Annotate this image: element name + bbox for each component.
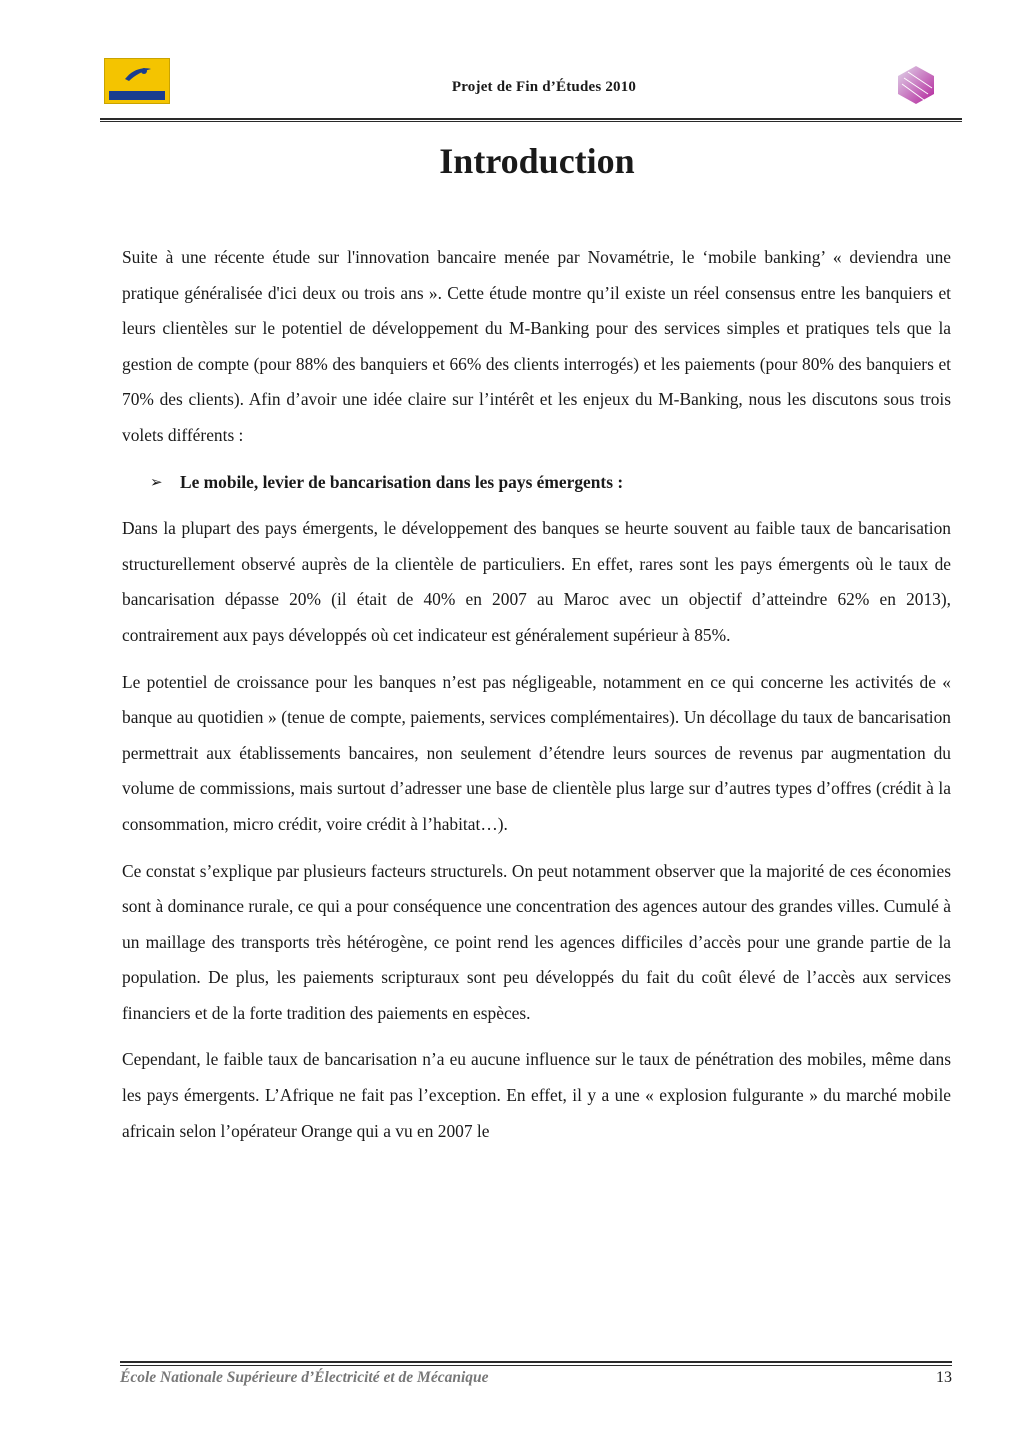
paragraph-2: Dans la plupart des pays émergents, le développement des banques se heurte souvent au faible taux de bancarisation structurellement observé auprès de la clientèle de particuliers. En effet, rares sont les pays émergents où le taux de bancarisation dépasse 20% (il était de 40% en 2007 au Maroc avec un objectif d’atteindre 62% en 2013), contrairement aux pays développés où cet indicateur est généralement supérieur à 85%. xyxy=(122,518,951,645)
footer-school-name: École Nationale Supérieure d’Électricité et de Mécanique xyxy=(120,1369,489,1386)
footer-rule xyxy=(120,1361,952,1363)
page-header xyxy=(104,58,962,120)
page-title: Introduction xyxy=(439,141,635,181)
bullet-heading xyxy=(122,465,951,501)
paragraph-5: Cependant, le faible taux de bancarisation n’a eu aucune influence sur le taux de pénétration des mobiles, même dans les pays émergents. L’Afrique ne fait pas l’exception. En effet, il y a une « explosion fulgurante » du marché mobile africain selon l’opérateur Orange qui a vu en 2007 le xyxy=(122,1049,951,1141)
footer-rule-thin xyxy=(120,1365,952,1366)
page-number: 13 xyxy=(936,1369,952,1386)
paragraph-4: Ce constat s’explique par plusieurs facteurs structurels. On peut notamment observer que la majorité de ces économies sont à dominance rurale, ce qui a pour conséquence une concentration des agences autour des grandes villes. Cumulé à un maillage des transports très hétérogène, ce point rend les agences difficiles d’accès pour une grande partie de la population. De plus, les paiements scripturaux sont peu développés du fait du coût élevé de l’accès aux services financiers et de la forte tradition des paiements en espèces. xyxy=(122,860,951,1023)
document-body xyxy=(122,240,951,1149)
bullet-heading-text: Le mobile, levier de bancarisation dans les pays émergents : xyxy=(180,471,624,492)
arrow-bullet-icon: ➢ xyxy=(150,472,163,491)
ensem-logo-icon xyxy=(894,64,938,112)
paragraph-1: Suite à une récente étude sur l'innovation bancaire menée par Novamétrie, le ‘mobile banking’ « deviendra une pratique généralisée d'ici deux ou trois ans ». Cette étude montre qu’il existe un réel consensus entre les banquiers et leurs clientèles sur le potentiel de développement du M-Banking pour des services simples et pratiques tels que la gestion de compte (pour 88% des banquiers et 66% des clients interrogés) et les paiements (pour 80% des banquiers et 70% des clients). Afin d’avoir une idée claire sur l’intérêt et les enjeux du M-Banking, nous les discutons sous trois volets différents : xyxy=(122,247,951,445)
header-rule xyxy=(100,118,962,120)
paragraph-3: Le potentiel de croissance pour les banques n’est pas négligeable, notamment en ce qui concerne les activités de « banque au quotidien » (tenue de compte, paiements, services complémentaires). Un décollage du taux de bancarisation permettrait aux établissements bancaires, non seulement d’étendre leurs sources de revenus par augmentation du volume de commissions, mais surtout d’adresser une base de clientèle plus large sur d’autres types d’offres (crédit à la consommation, micro crédit, voire crédit à l’habitat…). xyxy=(122,671,951,834)
header-rule-thin xyxy=(100,121,962,122)
header-title: Projet de Fin d’Études 2010 xyxy=(451,79,637,95)
